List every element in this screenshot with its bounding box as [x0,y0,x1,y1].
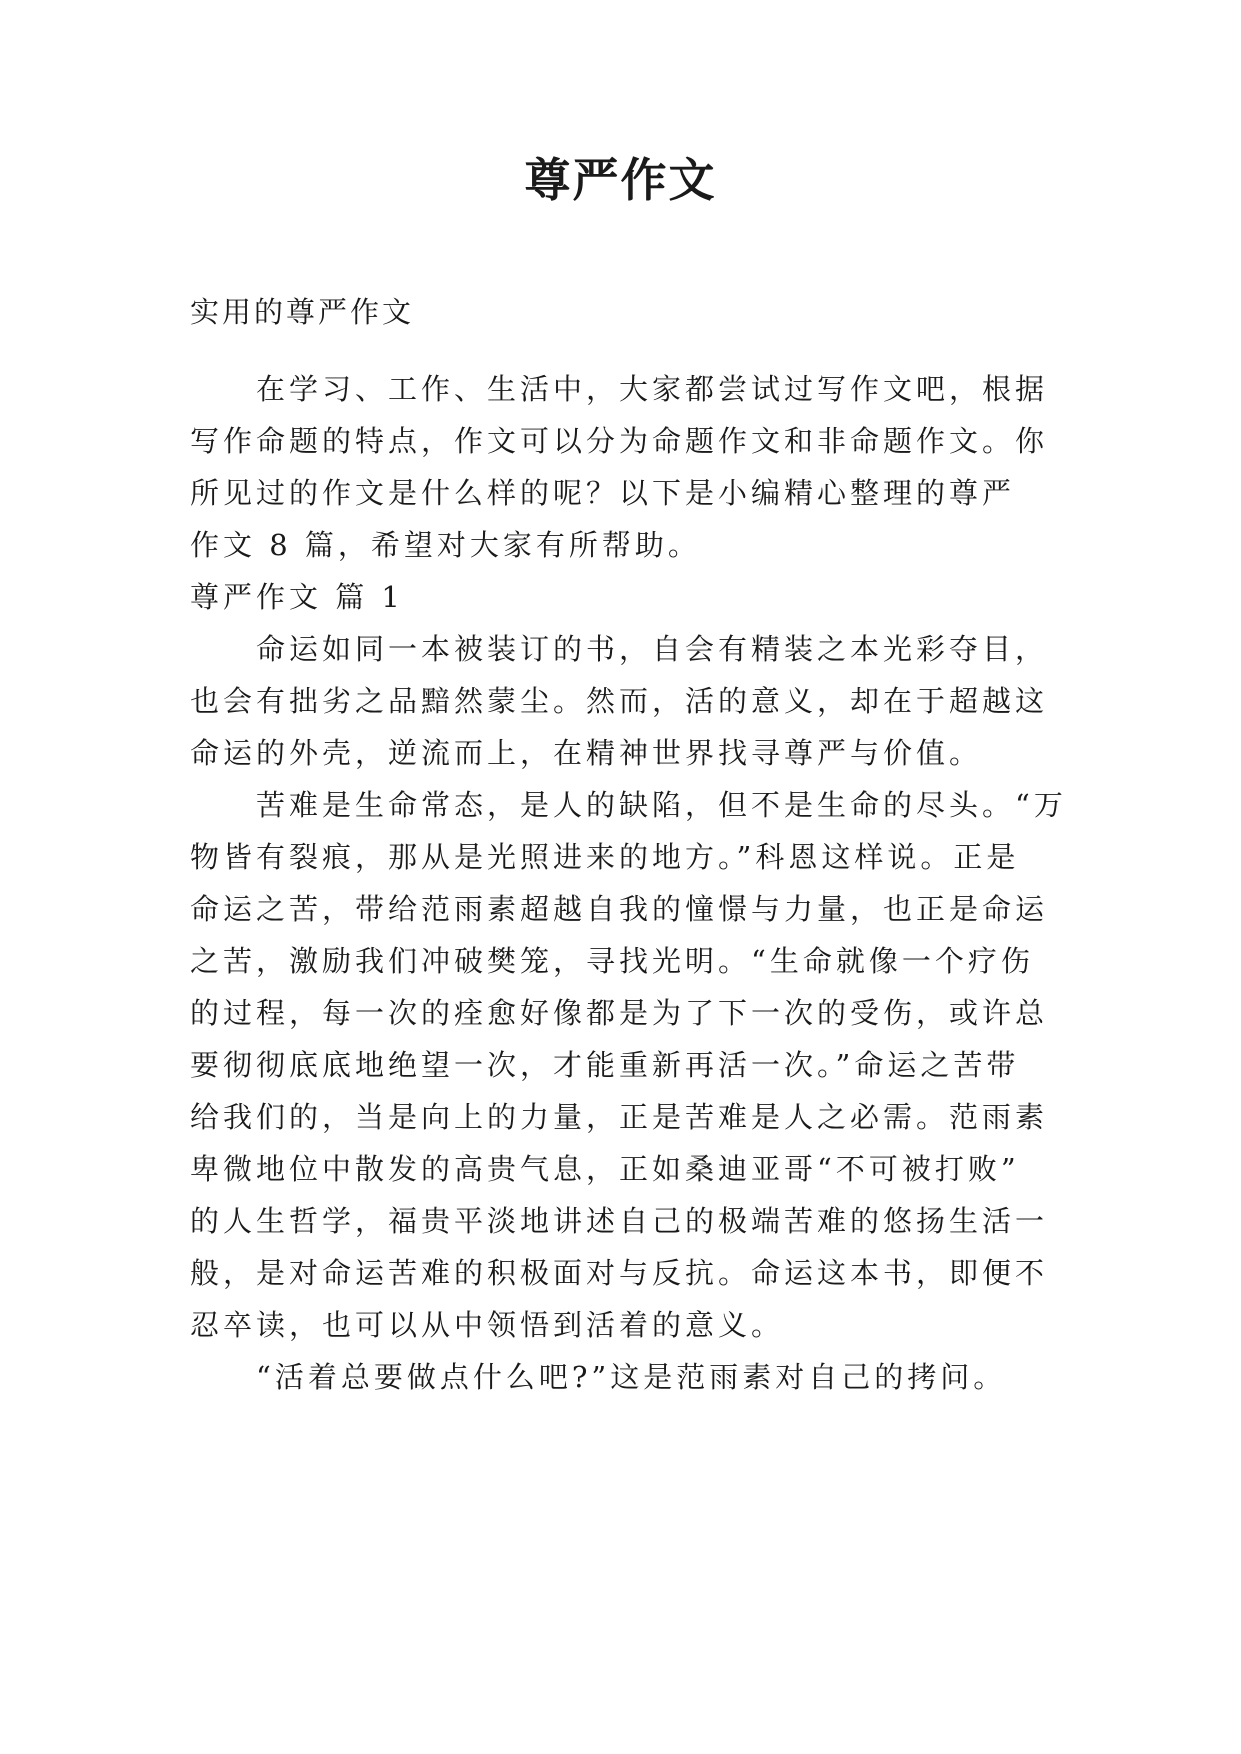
paragraph-line: 要彻彻底底地绝望一次，才能重新再活一次。”命运之苦带 [190,1048,1020,1082]
paragraph-line: 作文 8 篇，希望对大家有所帮助。 [190,528,701,562]
document-title: 尊严作文 [524,153,717,207]
paragraph-line: 也会有拙劣之品黯然蒙尘。然而，活的意义，却在于超越这 [190,684,1049,718]
paragraph-line: 所见过的作文是什么样的呢？以下是小编精心整理的尊严 [190,476,1016,510]
paragraph-line: 之苦，激励我们冲破樊笼，寻找光明。“生命就像一个疗伤 [190,944,1034,978]
paragraph-line: 忍卒读，也可以从中领悟到活着的意义。 [190,1308,785,1342]
paragraph-line: 般，是对命运苦难的积极面对与反抗。命运这本书，即便不 [190,1256,1049,1290]
paragraph-line: 命运之苦，带给范雨素超越自我的憧憬与力量，也正是命运 [190,892,1049,926]
paragraph-line: 在学习、工作、生活中，大家都尝试过写作文吧，根据 [190,372,1049,406]
paragraph-line: 命运如同一本被装订的书，自会有精装之本光彩夺目， [190,632,1049,666]
paragraph-line: “活着总要做点什么吧?”这是范雨素对自己的拷问。 [190,1360,1007,1394]
paragraph-line: 给我们的，当是向上的力量，正是苦难是人之必需。范雨素 [190,1100,1049,1134]
paragraph-line: 的过程，每一次的痊愈好像都是为了下一次的受伤，或许总 [190,996,1049,1030]
section-heading: 尊严作文 篇 1 [190,580,404,614]
paragraph-line: 的人生哲学，福贵平淡地讲述自己的极端苦难的悠扬生活一 [190,1204,1049,1238]
paragraph-line: 物皆有裂痕，那从是光照进来的地方。”科恩这样说。正是 [190,840,1020,874]
paragraph-line: 命运的外壳，逆流而上，在精神世界找寻尊严与价值。 [190,736,983,770]
document-subtitle: 实用的尊严作文 [190,295,415,329]
paragraph-line: 苦难是生命常态，是人的缺陷，但不是生命的尽头。“万 [190,788,1067,822]
paragraph-line: 卑微地位中散发的高贵气息，正如桑迪亚哥“不可被打败” [190,1152,1020,1186]
paragraph-line: 写作命题的特点，作文可以分为命题作文和非命题作文。你 [190,424,1049,458]
